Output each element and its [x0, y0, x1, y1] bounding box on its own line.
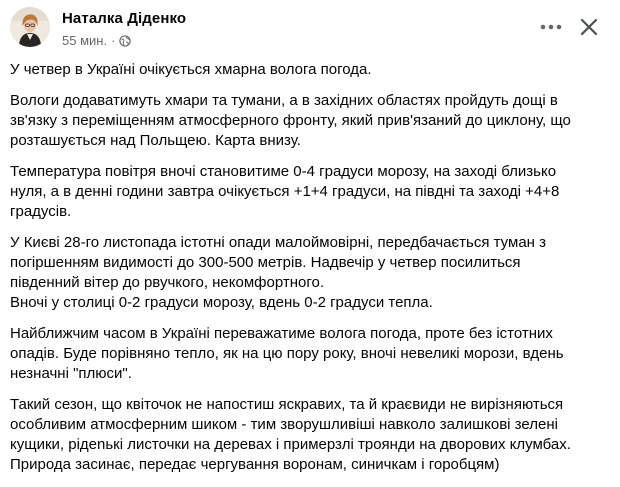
author-name[interactable]: Наталка Діденко: [62, 10, 187, 27]
close-icon: [580, 18, 598, 36]
text-line: південний вітер до рвучкого, некомфортного.: [10, 274, 325, 291]
text-line: У Києві 28-го листопада істотні опади малоймовірні, передбачається туман з: [10, 234, 546, 251]
text-line: Температура повітря вночі становитиме 0-4 градуси морозу, на заході близько: [10, 163, 557, 180]
text-line: Такий сезон, що квіточок не напостиш яскравих, та й краєвиди не вирізняються: [10, 396, 564, 413]
more-options-button[interactable]: [537, 13, 565, 41]
text-line: градусів.: [10, 203, 72, 220]
more-dots-icon: [540, 24, 562, 30]
close-button[interactable]: [575, 13, 603, 41]
post-meta: [62, 33, 131, 48]
text-line: особливим атмосферним шиком - тим зворушливіші навколо залишкові зелені: [10, 416, 558, 433]
text-line: Вночі у столиці 0-2 градуси морозу, вдень 0-2 градуси тепла.: [10, 294, 433, 311]
text-line: Вологи додаватимуть хмари та тумани, а в західних областях пройдуть дощі в: [10, 92, 558, 109]
text-line: погіршенням видимості до 300-500 метрів. Надвечір у четвер посилиться: [10, 254, 521, 271]
text-line: Природа засинає, передає чергування воронам, синичкам і горобцям): [10, 456, 500, 473]
paragraph-2: [10, 91, 613, 151]
post-text: [10, 60, 613, 486]
text-line: У четвер в Україні очікується хмарна волога погода.: [10, 61, 372, 78]
paragraph-3: [10, 162, 613, 222]
post-header: [0, 0, 620, 58]
text-line: нуля, а в денні години завтра очікується +1+4 градуси, на півдні та заході +4+8: [10, 183, 560, 200]
text-line: незначні "плюси".: [10, 365, 132, 382]
text-line: кущики, рідenькі листочки на деревах і примерзлі троянди на дворових клумбах.: [10, 436, 571, 453]
paragraph-5: [10, 324, 613, 384]
text-line: опадів. Буде порівняно тепло, як на цю пору року, вночі невеликі морози, вдень: [10, 345, 564, 362]
paragraph-6: [10, 395, 613, 475]
text-line: зв'язку з переміщенням атмосферного фронту, який прив'язаний до циклону, що: [10, 112, 571, 129]
globe-icon: [119, 35, 131, 47]
avatar-image: [10, 7, 50, 47]
avatar[interactable]: [10, 7, 50, 47]
paragraph-1: [10, 60, 613, 80]
post-time[interactable]: 55 мин.: [62, 33, 108, 48]
meta-separator: ·: [111, 33, 116, 48]
paragraph-4: [10, 233, 613, 313]
text-line: розташується над Польщею. Карта внизу.: [10, 132, 301, 149]
text-line: Найближчим часом в Україні переважатиме волога погода, проте без істотних: [10, 325, 553, 342]
